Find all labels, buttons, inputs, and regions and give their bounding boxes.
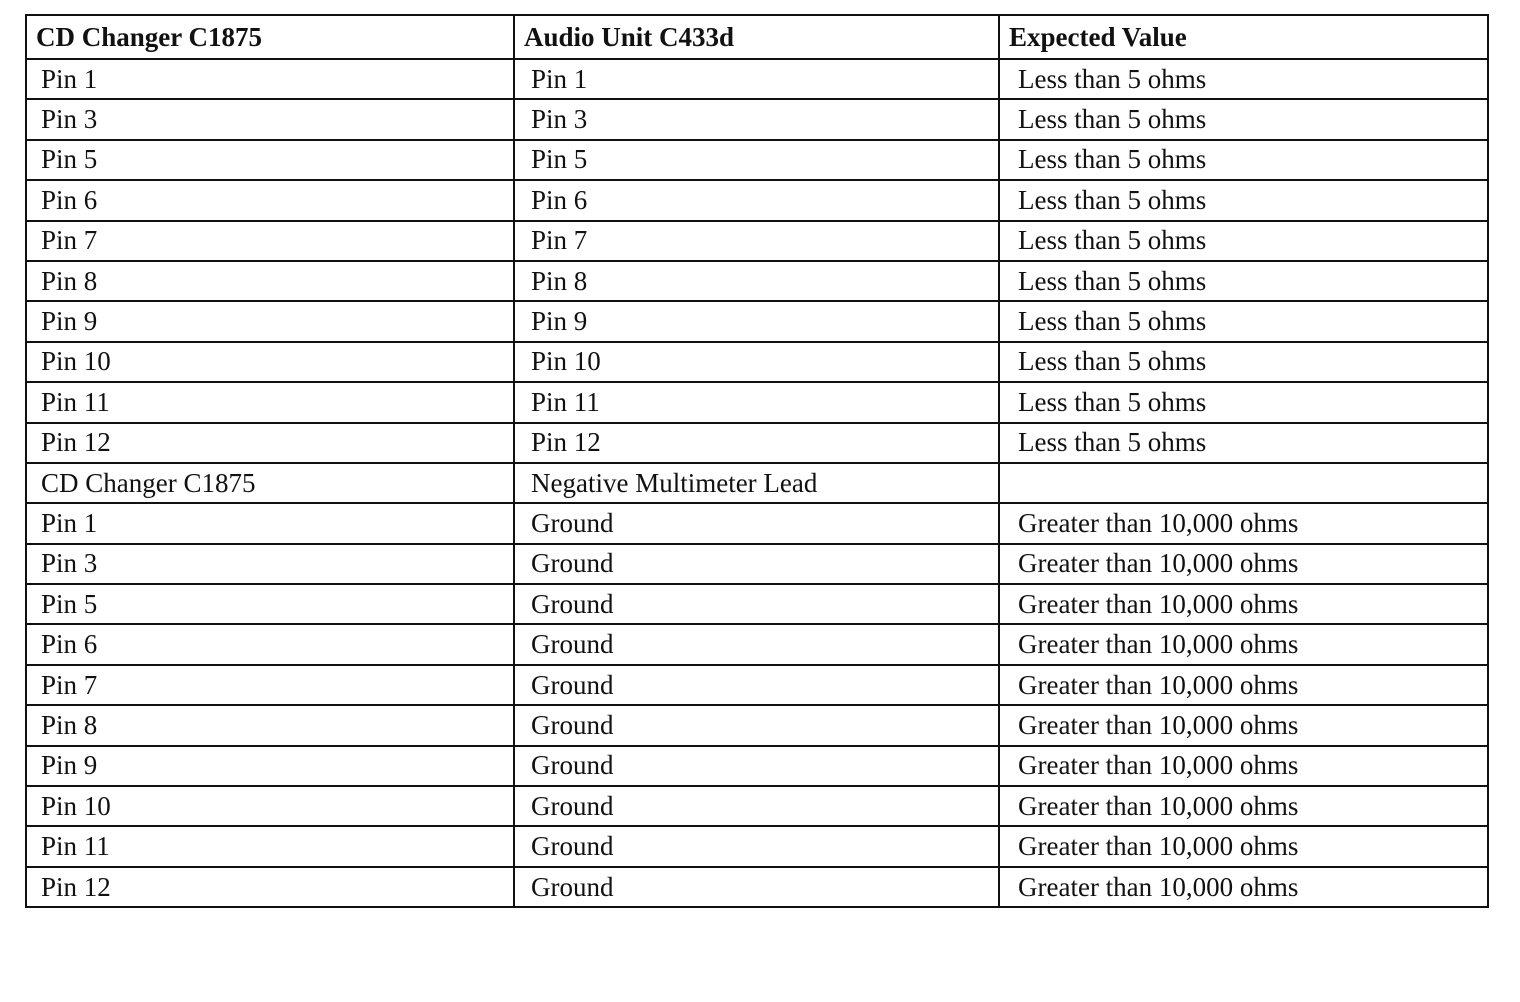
cell-expected-value: Greater than 10,000 ohms xyxy=(999,826,1488,866)
cell-audio-unit: Pin 3 xyxy=(514,99,999,139)
cell-cd-changer-pin: Pin 6 xyxy=(26,624,514,664)
cell-cd-changer-pin: Pin 12 xyxy=(26,867,514,907)
ground-rows xyxy=(26,503,1488,907)
cell-cd-changer-pin: Pin 8 xyxy=(26,261,514,301)
cell-audio-unit: Ground xyxy=(514,705,999,745)
cell-audio-unit: Ground xyxy=(514,584,999,624)
cell-cd-changer-pin: Pin 10 xyxy=(26,342,514,382)
cell-cd-changer-pin: Pin 5 xyxy=(26,140,514,180)
table-row xyxy=(26,503,1488,543)
table-row xyxy=(26,221,1488,261)
cell-audio-unit: Ground xyxy=(514,746,999,786)
cell-expected-value: Less than 5 ohms xyxy=(999,382,1488,422)
cell-cd-changer-pin: Pin 1 xyxy=(26,503,514,543)
cell-audio-unit: Pin 6 xyxy=(514,180,999,220)
cell-expected-value: Greater than 10,000 ohms xyxy=(999,746,1488,786)
cell-expected-value: Less than 5 ohms xyxy=(999,301,1488,341)
cell-expected-value: Greater than 10,000 ohms xyxy=(999,503,1488,543)
continuity-rows xyxy=(26,59,1488,463)
cell-audio-unit: Pin 11 xyxy=(514,382,999,422)
cell-expected-value: Less than 5 ohms xyxy=(999,59,1488,99)
cell-audio-unit: Ground xyxy=(514,665,999,705)
table-row xyxy=(26,705,1488,745)
cell-audio-unit: Ground xyxy=(514,624,999,664)
pin-test-table xyxy=(25,14,1489,908)
table-row xyxy=(26,544,1488,584)
table-row xyxy=(26,746,1488,786)
cell-expected-value: Greater than 10,000 ohms xyxy=(999,624,1488,664)
cell-audio-unit: Pin 10 xyxy=(514,342,999,382)
cell-cd-changer-pin: Pin 9 xyxy=(26,301,514,341)
cell-cd-changer-pin: Pin 7 xyxy=(26,665,514,705)
cell-cd-changer-pin: Pin 5 xyxy=(26,584,514,624)
table-row xyxy=(26,99,1488,139)
pin-test-table-container xyxy=(25,14,1487,908)
cell-expected-value: Less than 5 ohms xyxy=(999,140,1488,180)
table-row xyxy=(26,584,1488,624)
cell-cd-changer-pin: Pin 7 xyxy=(26,221,514,261)
cell-audio-unit: Pin 5 xyxy=(514,140,999,180)
cell-audio-unit: Pin 8 xyxy=(514,261,999,301)
table-row xyxy=(26,826,1488,866)
cell-expected-value: Greater than 10,000 ohms xyxy=(999,544,1488,584)
cell-cd-changer-pin: Pin 6 xyxy=(26,180,514,220)
cell-expected-value: Greater than 10,000 ohms xyxy=(999,584,1488,624)
cell-expected-value: Greater than 10,000 ohms xyxy=(999,705,1488,745)
cell-audio-unit: Ground xyxy=(514,867,999,907)
cell-cd-changer-pin: Pin 10 xyxy=(26,786,514,826)
sub-header-empty xyxy=(999,463,1488,503)
cell-expected-value: Greater than 10,000 ohms xyxy=(999,665,1488,705)
cell-audio-unit: Ground xyxy=(514,786,999,826)
header-expected-value: Expected Value xyxy=(999,15,1488,59)
table-row xyxy=(26,180,1488,220)
cell-cd-changer-pin: Pin 8 xyxy=(26,705,514,745)
cell-cd-changer-pin: Pin 11 xyxy=(26,826,514,866)
table-row xyxy=(26,342,1488,382)
table-row xyxy=(26,665,1488,705)
table-row xyxy=(26,301,1488,341)
cell-expected-value: Less than 5 ohms xyxy=(999,261,1488,301)
table-row xyxy=(26,786,1488,826)
cell-audio-unit: Ground xyxy=(514,544,999,584)
table-row xyxy=(26,382,1488,422)
sub-header-section xyxy=(26,463,1488,503)
cell-expected-value: Greater than 10,000 ohms xyxy=(999,786,1488,826)
cell-expected-value: Less than 5 ohms xyxy=(999,180,1488,220)
sub-header-negative-lead: Negative Multimeter Lead xyxy=(514,463,999,503)
table-row xyxy=(26,624,1488,664)
cell-audio-unit: Pin 1 xyxy=(514,59,999,99)
table-row xyxy=(26,423,1488,463)
cell-cd-changer-pin: Pin 1 xyxy=(26,59,514,99)
cell-expected-value: Less than 5 ohms xyxy=(999,221,1488,261)
sub-header-row xyxy=(26,463,1488,503)
table-row xyxy=(26,140,1488,180)
cell-audio-unit: Pin 7 xyxy=(514,221,999,261)
cell-expected-value: Less than 5 ohms xyxy=(999,423,1488,463)
header-audio-unit: Audio Unit C433d xyxy=(514,15,999,59)
table-row xyxy=(26,867,1488,907)
cell-cd-changer-pin: Pin 12 xyxy=(26,423,514,463)
cell-audio-unit: Pin 9 xyxy=(514,301,999,341)
cell-cd-changer-pin: Pin 3 xyxy=(26,99,514,139)
cell-cd-changer-pin: Pin 9 xyxy=(26,746,514,786)
cell-cd-changer-pin: Pin 3 xyxy=(26,544,514,584)
table-row xyxy=(26,59,1488,99)
cell-expected-value: Greater than 10,000 ohms xyxy=(999,867,1488,907)
sub-header-cd-changer: CD Changer C1875 xyxy=(26,463,514,503)
header-cd-changer: CD Changer C1875 xyxy=(26,15,514,59)
cell-expected-value: Less than 5 ohms xyxy=(999,99,1488,139)
cell-audio-unit: Pin 12 xyxy=(514,423,999,463)
cell-cd-changer-pin: Pin 11 xyxy=(26,382,514,422)
cell-audio-unit: Ground xyxy=(514,503,999,543)
table-row xyxy=(26,261,1488,301)
cell-expected-value: Less than 5 ohms xyxy=(999,342,1488,382)
cell-audio-unit: Ground xyxy=(514,826,999,866)
table-header-row xyxy=(26,15,1488,59)
